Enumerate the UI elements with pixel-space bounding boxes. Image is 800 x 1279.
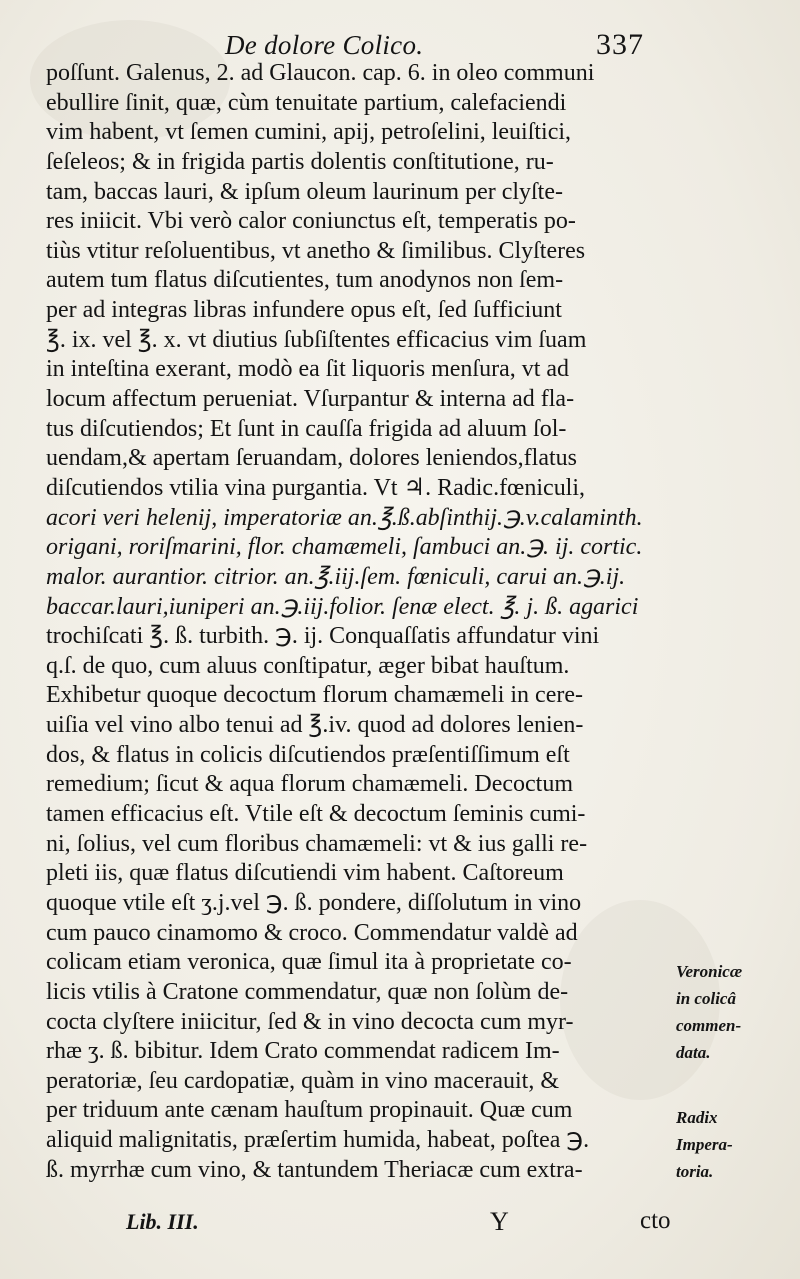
text-line: tus diſcutiendos; Et ſunt in cauſſa frigida ad aluum ſol- [46, 414, 567, 442]
text-line: aliquid malignitatis, præſertim humida, habeat, poſtea ℈. [46, 1126, 590, 1154]
margin-note-line: Veronicæ [676, 962, 743, 981]
text-line: autem tum flatus diſcutientes, tum anodynos non ſem- [46, 266, 564, 294]
text-line: diſcutiendos vtilia vina purgantia. Vt ♃. Radic.fœniculi, [46, 473, 586, 501]
text-line: cocta clyſtere iniicitur, ſed & in vino decocta cum myr- [46, 1007, 574, 1035]
margin-note [676, 958, 794, 1066]
text-line: per ad integras libras infundere opus eſt, ſed ſufficiunt [46, 296, 562, 324]
text-line: tamen efficacius eſt. Vtile eſt & decoctum ſeminis cumi- [46, 800, 586, 828]
margin-note-line: in colicâ [676, 989, 736, 1008]
text-line: baccar.lauri,iuniperi an.℈.iij.folior. ſenæ elect. ℥. j. ß. agarici [46, 592, 639, 620]
text-line: pleti iis, quæ flatus diſcutiendi vim habent. Caſtoreum [46, 859, 564, 887]
signature-mark: Y [490, 1207, 509, 1236]
running-title: De dolore Colico. [225, 30, 424, 60]
text-line: colicam etiam veronica, quæ ſimul ita à proprietate co- [46, 948, 572, 976]
text-line: q.ſ. de quo, cum aluus conſtipatur, æger bibat hauſtum. [46, 651, 570, 679]
text-line: peratoriæ, ſeu cardopatiæ, quàm in vino macerauit, & [46, 1066, 559, 1094]
text-line: ß. myrrhæ cum vino, & tantundem Theriacæ cum extra- [46, 1155, 583, 1183]
text-line: origani, roriſmarini, flor. chamæmeli, ſambuci an.℈. ij. cortic. [46, 533, 643, 561]
page-footer [0, 1205, 800, 1245]
margin-note-line: Radix [676, 1108, 718, 1127]
text-line: rhæ ʒ. ß. bibitur. Idem Crato commendat radicem Im- [46, 1037, 560, 1065]
text-line: Exhibetur quoque decoctum florum chamæmeli in cere- [46, 681, 583, 709]
text-line: tam, baccas lauri, & ipſum oleum laurinum per clyſte- [46, 177, 563, 205]
text-line: in inteſtina exerant, modò ea ſit liquoris menſura, vt ad [46, 355, 570, 383]
text-line: vim habent, vt ſemen cumini, apij, petroſelini, leuiſtici, [46, 118, 572, 146]
margin-note-line: toria. [676, 1162, 714, 1181]
text-line: tiùs vtitur reſoluentibus, vt anetho & ſimilibus. Clyſteres [46, 236, 586, 264]
margin-note-line: data. [676, 1043, 711, 1062]
text-line: ſeſeleos; & in frigida partis dolentis conſtitutione, ru- [46, 147, 554, 175]
text-line: locum affectum perueniat. Vſurpantur & interna ad fla- [46, 385, 575, 413]
text-line: uendam,& apertam ſeruandam, dolores leniendos,flatus [46, 444, 577, 472]
page-number: 337 [596, 28, 644, 61]
text-line: uiſia vel vino albo tenui ad ℥.iv. quod ad dolores lenien- [46, 711, 584, 739]
text-line: dos, & flatus in colicis diſcutiendos præſentiſſimum eſt [46, 740, 570, 768]
text-line: licis vtilis à Cratone commendatur, quæ non ſolùm de- [46, 977, 569, 1005]
margin-note-line: Impera- [676, 1135, 733, 1154]
text-line: ni, ſolius, vel cum floribus chamæmeli: vt & ius galli re- [46, 829, 588, 857]
margin-note [676, 1104, 794, 1185]
text-line: per triduum ante cænam hauſtum propinauit. Quæ cum [46, 1096, 573, 1124]
book-signature: Lib. III. [126, 1209, 199, 1234]
text-line: ebullire ſinit, quæ, cùm tenuitate partium, calefaciendi [46, 88, 567, 116]
text-line: remedium; ſicut & aqua florum chamæmeli. Decoctum [46, 770, 574, 798]
body-text [46, 58, 666, 1184]
text-line: quoque vtile eſt ʒ.j.vel ℈. ß. pondere, diſſolutum in vino [46, 888, 582, 916]
text-line: ℥. ix. vel ℥. x. vt diutius ſubſiſtentes efficacius vim ſuam [46, 325, 587, 353]
text-line: res iniicit. Vbi verò calor coniunctus eſt, temperatis po- [46, 207, 576, 235]
text-line: trochiſcati ℥. ß. turbith. ℈. ij. Conquaſſatis affundatur vini [46, 622, 600, 650]
catchword: cto [640, 1207, 671, 1234]
text-line: poſſunt. Galenus, 2. ad Glaucon. cap. 6. in oleo communi [46, 59, 595, 86]
margin-notes [676, 958, 794, 1223]
text-line: cum pauco cinamomo & croco. Commendatur valdè ad [46, 918, 578, 946]
margin-note-line: commen- [676, 1016, 742, 1035]
text-line: malor. aurantior. citrior. an.℥.iij.ſem. fœniculi, carui an.℈.ij. [46, 562, 626, 590]
text-line: acori veri helenij, imperatoriæ an.℥.ß.abſinthij.℈.v.calaminth. [46, 503, 643, 531]
